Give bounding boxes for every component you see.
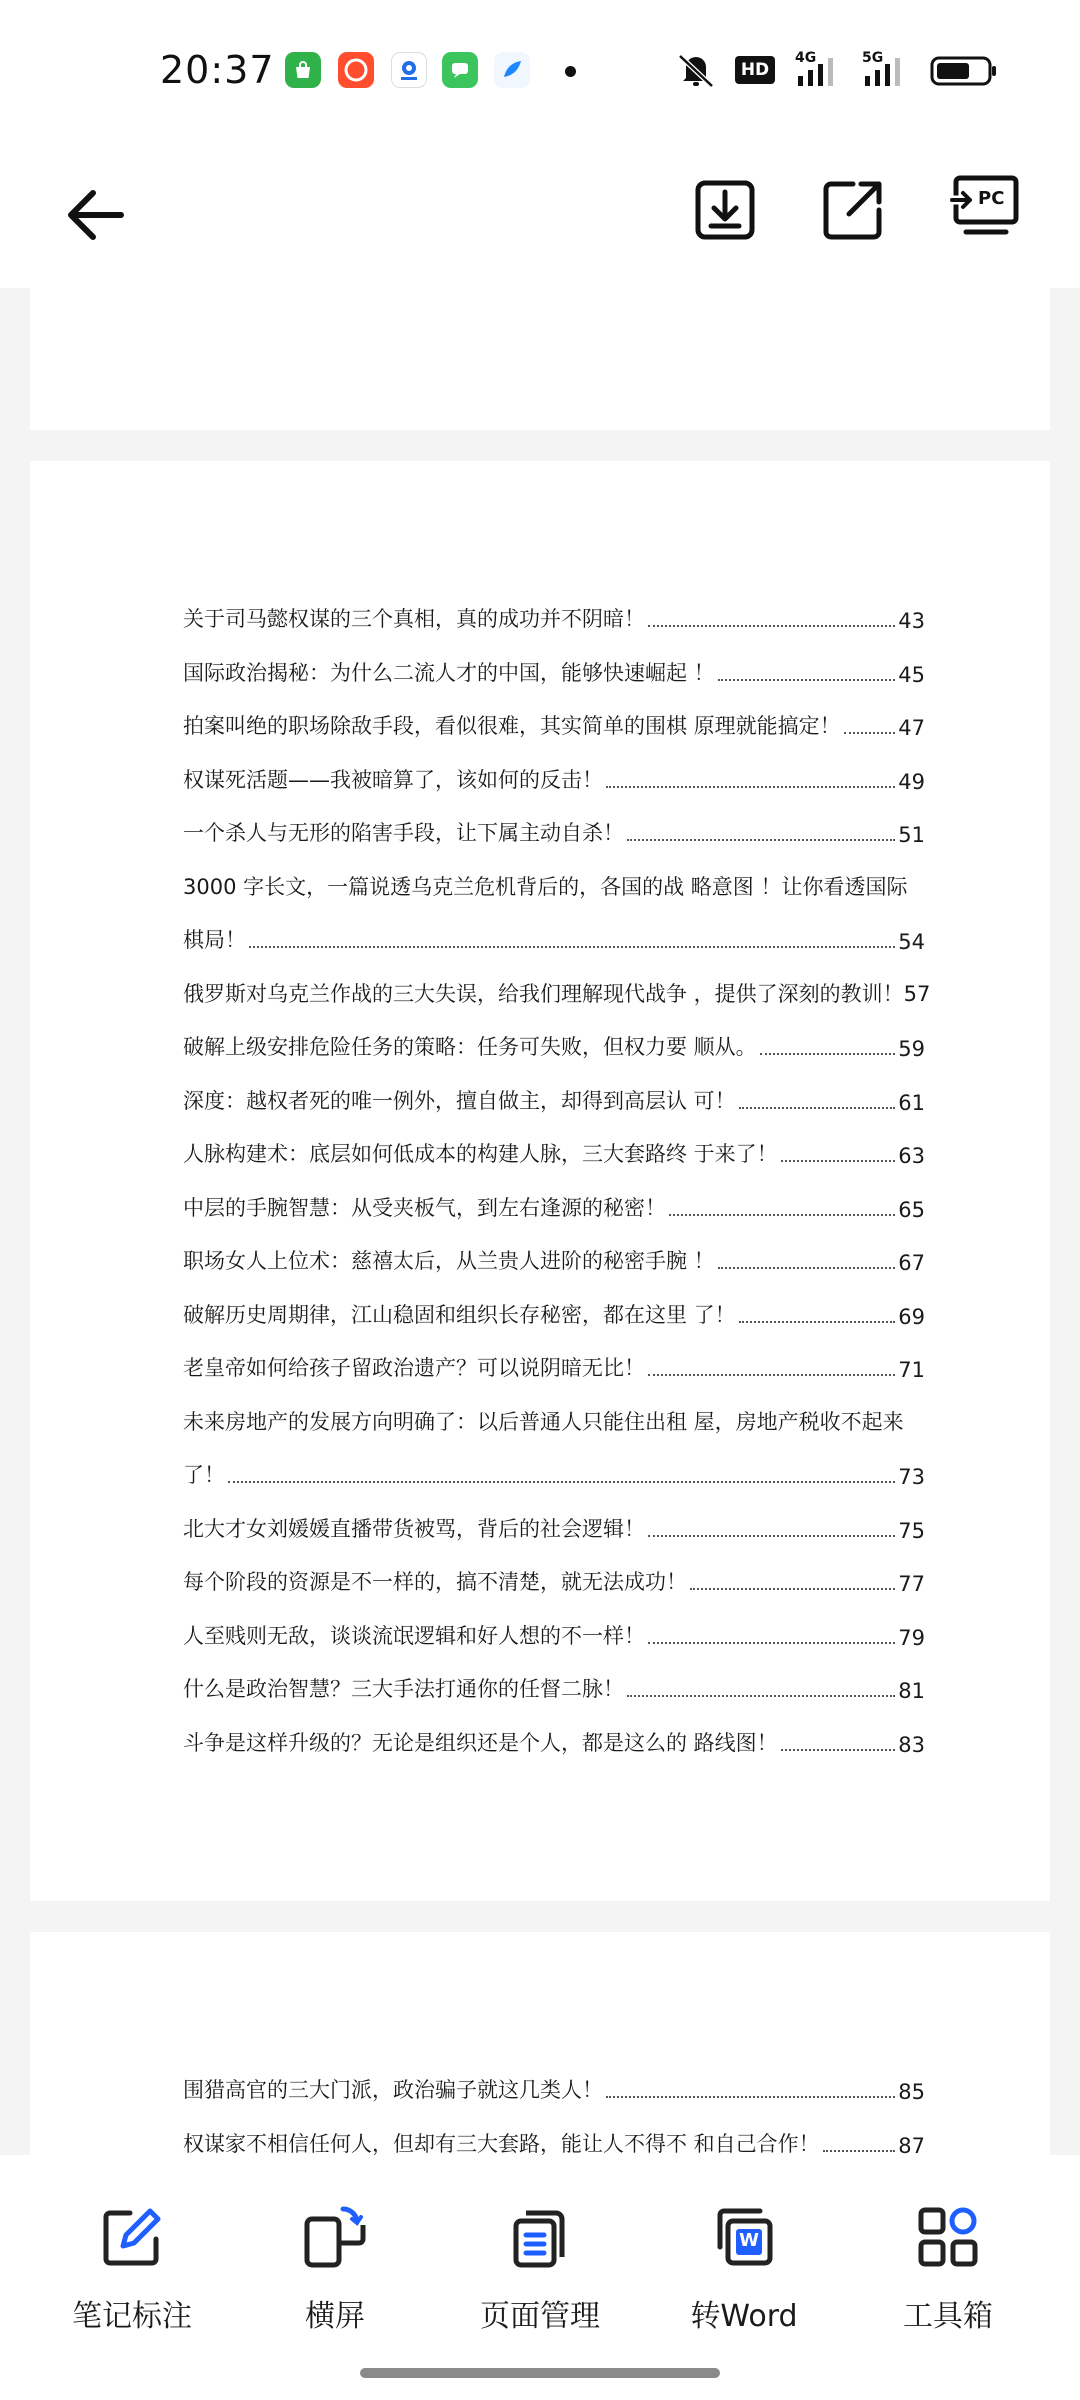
toc-entry-page-number: 63 [898,1144,925,1168]
toc-leader-dots [228,1481,895,1483]
download-icon [693,178,757,242]
feather-icon [494,52,530,88]
toc-entry-title: 人脉构建术：底层如何低成本的构建人脉，三大套路终 于来了！ [183,1142,778,1166]
toc-entry[interactable] [183,1027,925,1061]
toc-leader-dots [690,1588,895,1590]
toc-entry-page-number: 67 [898,1251,925,1275]
toc-entry[interactable] [183,1509,925,1543]
toc-entry[interactable] [183,867,925,901]
bottom-toolbar [0,2155,1080,2400]
toc-entry[interactable] [183,760,925,794]
toc-leader-dots [760,1053,896,1055]
pdf-page [30,1932,1050,2155]
toc-entry-title: 老皇帝如何给孩子留政治遗产？可以说阴暗无比！ [183,1356,645,1380]
toc-entry[interactable] [183,2124,925,2156]
page-manage-button[interactable] [440,2205,640,2345]
toc-leader-dots [627,1695,895,1697]
toolbox-label: 工具箱 [903,2299,993,2334]
toc-entry[interactable] [183,1455,925,1489]
signal-4g-icon: 4G [795,50,845,90]
toc-entry-page-number: 83 [898,1732,925,1757]
toc-entry-page-number: 54 [898,930,925,954]
word-badge: W [739,2230,759,2251]
to-word-button[interactable] [644,2205,844,2345]
toc-leader-dots [781,1749,896,1751]
toc-entry-title: 关于司马懿权谋的三个真相，真的成功并不阴暗！ [183,607,645,631]
mute-icon [672,50,720,90]
toc-entry-page-number: 49 [898,769,925,794]
toc-entry-title: 俄罗斯对乌克兰作战的三大失误，给我们理解现代战争 ，提供了深刻的教训！57 [183,981,931,1006]
toc-entry[interactable] [183,813,925,847]
toc-leader-dots [606,786,895,788]
toc-leader-dots [627,839,895,841]
toolbox-button[interactable] [848,2205,1048,2345]
toc-entry-title: 每个阶段的资源是不一样的，搞不清楚，就无法成功！ [183,1570,687,1594]
status-time: 20:37 [160,48,275,92]
toc-entry-page-number: 85 [898,2080,925,2104]
notification-dot [565,66,576,77]
back-arrow-icon [65,187,125,243]
toc-entry-title: 深度：越权者死的唯一例外，擅自做主，却得到高层认 可！ [183,1088,736,1113]
status-bar [0,0,1080,140]
hd-icon: HD [735,50,779,90]
landscape-label: 横屏 [305,2299,365,2334]
toc-leader-dots [249,946,895,948]
toc-entry[interactable] [183,1134,925,1168]
toc-entry[interactable] [183,1562,925,1596]
toc-entry[interactable] [183,1348,925,1382]
toc-entry-page-number: 79 [898,1625,925,1650]
toc-entry-title: 拍案叫绝的职场除敌手段，看似很难，其实简单的围棋 原理就能搞定！ [183,714,841,738]
toc-leader-dots [669,1214,895,1216]
toc-entry[interactable] [183,1669,925,1703]
document-viewport[interactable] [0,288,1080,2155]
toc-entry[interactable] [183,1081,925,1115]
chat-icon [442,52,478,88]
toc-entry-page-number: 61 [898,1090,925,1115]
toolbox-icon [916,2205,980,2269]
to-word-label: 转Word [690,2299,798,2334]
toc-entry-page-number: 73 [898,1465,925,1489]
toc-entry-title: 一个杀人与无形的陷害手段，让下属主动自杀！ [183,821,624,845]
toc-entry-page-number: 51 [898,823,925,847]
toc-entry-page-number: 75 [898,1518,925,1543]
toc-leader-dots [648,1642,895,1644]
pdf-page [30,288,1050,430]
toc-entry-title: 什么是政治智慧？三大手法打通你的任督二脉！ [183,1677,624,1701]
share-button[interactable] [808,165,898,255]
toc-entry-title: 权谋家不相信任何人，但却有三大套路，能让人不得不 和自己合作！ [183,2131,820,2155]
home-indicator[interactable] [360,2368,720,2378]
page-manage-icon [508,2205,572,2269]
share-icon [821,178,885,242]
toc-entry-title: 中层的手腕智慧：从受夹板气，到左右逢源的秘密！ [183,1195,666,1220]
shopping-bag-icon [285,52,321,88]
toc-entry-title: 人至贱则无敌，谈谈流氓逻辑和好人想的不一样！ [183,1623,645,1648]
toc-entry-title: 了！ [183,1463,225,1487]
toc-entry-title: 北大才女刘媛媛直播带货被骂，背后的社会逻辑！ [183,1516,645,1541]
toc-leader-dots [648,1535,895,1537]
rotate-landscape-icon [303,2205,367,2269]
toc-entry-title: 棋局！ [183,928,246,952]
toc-leader-dots [718,679,896,681]
toc-leader-dots [823,2150,896,2152]
toc-entry-page-number: 71 [898,1358,925,1382]
toc-entry-title: 破解上级安排危险任务的策略：任务可失败，但权力要 顺从。 [183,1035,757,1059]
toc-entry-title: 职场女人上位术：慈禧太后，从兰贵人进阶的秘密手腕 ！ [183,1249,715,1273]
toc-entry-title: 未来房地产的发展方向明确了：以后普通人只能住出租 屋，房地产税收不起来 [183,1409,904,1434]
toc-entry-page-number: 77 [898,1572,925,1596]
toc-leader-dots [718,1267,896,1269]
annotate-button[interactable] [32,2205,232,2345]
toc-entry[interactable] [183,974,931,1008]
toc-entry-title: 破解历史周期律，江山稳固和组织长存秘密，都在这里 了！ [183,1302,736,1327]
toc-entry-title: 3000 字长文，一篇说透乌克兰危机背后的，各国的战 略意图 ！让你看透国际 [183,874,908,899]
toc-entry-page-number: 43 [898,609,925,633]
toc-entry-page-number: 81 [898,1679,925,1703]
toc-entry-page-number: 59 [898,1037,925,1061]
toc-entry-page-number: 87 [898,2133,925,2155]
toc-entry[interactable] [183,2070,925,2104]
toc-entry[interactable] [183,1723,925,1757]
toc-entry[interactable] [183,1402,925,1436]
toc-entry[interactable] [183,1241,925,1275]
pc-label: PC [978,188,1005,209]
page-manage-label: 页面管理 [480,2299,600,2334]
landscape-button[interactable] [235,2205,435,2345]
edit-note-icon [100,2205,164,2269]
battery-icon [930,50,1000,90]
toc-entry[interactable] [183,1616,925,1650]
browser-icon [391,52,427,88]
toc-entry-title: 权谋死活题——我被暗算了，该如何的反击！ [183,767,603,792]
download-button[interactable] [680,165,770,255]
toc-entry-title: 斗争是这样升级的？无论是组织还是个人，都是这么的 路线图！ [183,1730,778,1755]
toc-leader-dots [648,1374,895,1376]
toc-entry[interactable] [183,706,925,740]
toc-leader-dots [781,1160,896,1162]
signal-5g-icon: 5G [862,50,912,90]
toc-entry[interactable] [183,1188,925,1222]
taobao-icon [338,52,374,88]
toc-entry[interactable] [183,1295,925,1329]
toc-entry-title: 围猎高官的三大门派，政治骗子就这几类人！ [183,2078,603,2102]
toc-entry-page-number: 47 [898,716,925,740]
pdf-page [30,461,1050,1901]
toc-leader-dots [606,2096,895,2098]
word-convert-icon [712,2205,776,2269]
back-button[interactable] [50,170,140,260]
top-toolbar [0,140,1080,288]
toc-leader-dots [844,732,896,734]
toc-leader-dots [739,1107,896,1109]
toc-entry-page-number: 69 [898,1304,925,1329]
toc-entry[interactable] [183,920,925,954]
toc-entry-page-number: 45 [898,662,925,687]
toc-entry-page-number: 65 [898,1197,925,1222]
toc-entry-title: 国际政治揭秘：为什么二流人才的中国，能够快速崛起 ！ [183,660,715,685]
pc-mode-button[interactable] [940,162,1030,252]
annotate-label: 笔记标注 [72,2299,192,2334]
toc-leader-dots [739,1321,896,1323]
toc-leader-dots [648,625,895,627]
toc-entry[interactable] [183,653,925,687]
toc-entry[interactable] [183,599,925,633]
